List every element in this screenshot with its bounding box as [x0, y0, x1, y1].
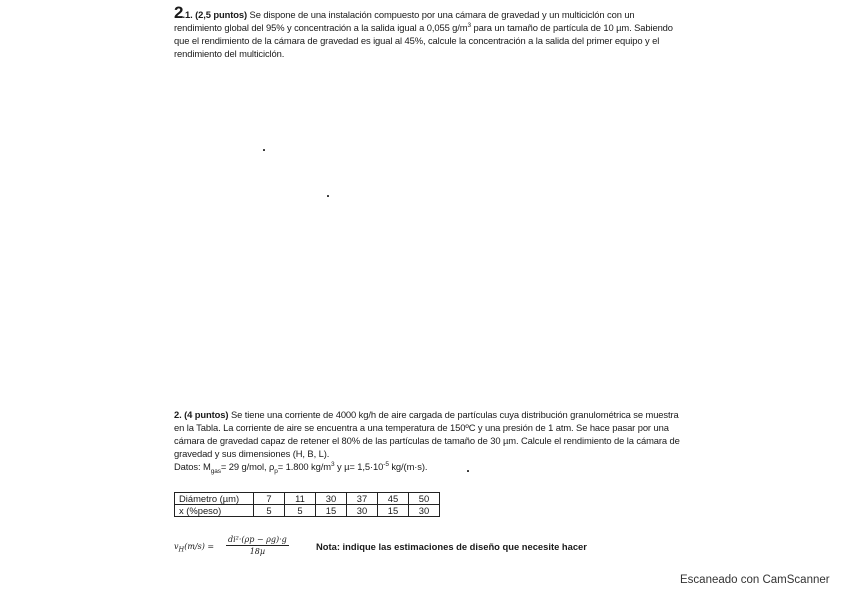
table-cell: 5	[254, 505, 285, 517]
question-subnumber: .1.	[182, 9, 193, 20]
speck	[263, 149, 265, 151]
formula-denominator: 18µ	[249, 547, 266, 556]
table-cell: 45	[378, 493, 409, 505]
table-header: Diámetro (µm)	[175, 493, 254, 505]
table-cell: 50	[409, 493, 440, 505]
question-number: 2	[174, 3, 183, 22]
formula-numerator: di²·(ρp − ρg)·g	[228, 535, 287, 544]
formula-lhs: $v_H(m/s)$ =	[174, 542, 215, 554]
table-cell: 30	[347, 505, 378, 517]
table-header: x (%peso)	[175, 505, 254, 517]
table-row	[175, 493, 440, 505]
table-cell: 30	[409, 505, 440, 517]
table-row	[175, 505, 440, 517]
question-2-text: Se tiene una corriente de 4000 kg/h de aire cargada de partículas cuya distribución granulométrica se muestra en la Tabla. La corriente de aire se encuentra a una temperatura de 150ºC y una presión de 1 atm. Se hace pasar por una cámara de gravedad capaz de retener el 80% de las partículas de tamaño de 30 µm. Calcule el rendimiento de la cámara de gravedad y sus dimensiones (H, B, L).	[174, 409, 680, 459]
camscanner-watermark: Escaneado con CamScanner	[680, 574, 830, 586]
table-cell: 30	[316, 493, 347, 505]
table-cell: 37	[347, 493, 378, 505]
datos-line: Datos: $M_{gas}= 29$ g/mol, $\rho_p= 1.800$ $kg/m^3$ y $\mu= 1,5\cdot 10^{-5}$ kg/(m·s).	[174, 460, 428, 475]
formula-fraction	[226, 535, 289, 556]
table-cell: 15	[316, 505, 347, 517]
question-points: (2,5 puntos)	[195, 9, 248, 20]
unit-exponent: 3	[467, 21, 472, 29]
table-cell: 5	[285, 505, 316, 517]
question-2-label: 2. (4 puntos)	[174, 409, 229, 420]
granulometry-table	[174, 492, 440, 517]
question-2-1	[174, 3, 674, 60]
question-text-end: para un tamaño de partícula de 10 µm. Sabiendo que el rendimiento de la cámara de gravedad es igual al 45%, calcule la concentración a la salida del primer equipo y el rendimiento del multiciclón.	[174, 22, 673, 59]
table-cell: 7	[254, 493, 285, 505]
question-text: Se dispone de una instalación compuesto por una cámara de gravedad y un multiciclón con un rendimiento global del 95% y concentración a la salida igual a 0,055 g/m	[174, 9, 635, 33]
design-note: Nota: indique las estimaciones de diseño que necesite hacer	[316, 541, 587, 552]
table-cell: 11	[285, 493, 316, 505]
question-2	[174, 408, 686, 473]
speck	[327, 195, 329, 197]
table-cell: 15	[378, 505, 409, 517]
